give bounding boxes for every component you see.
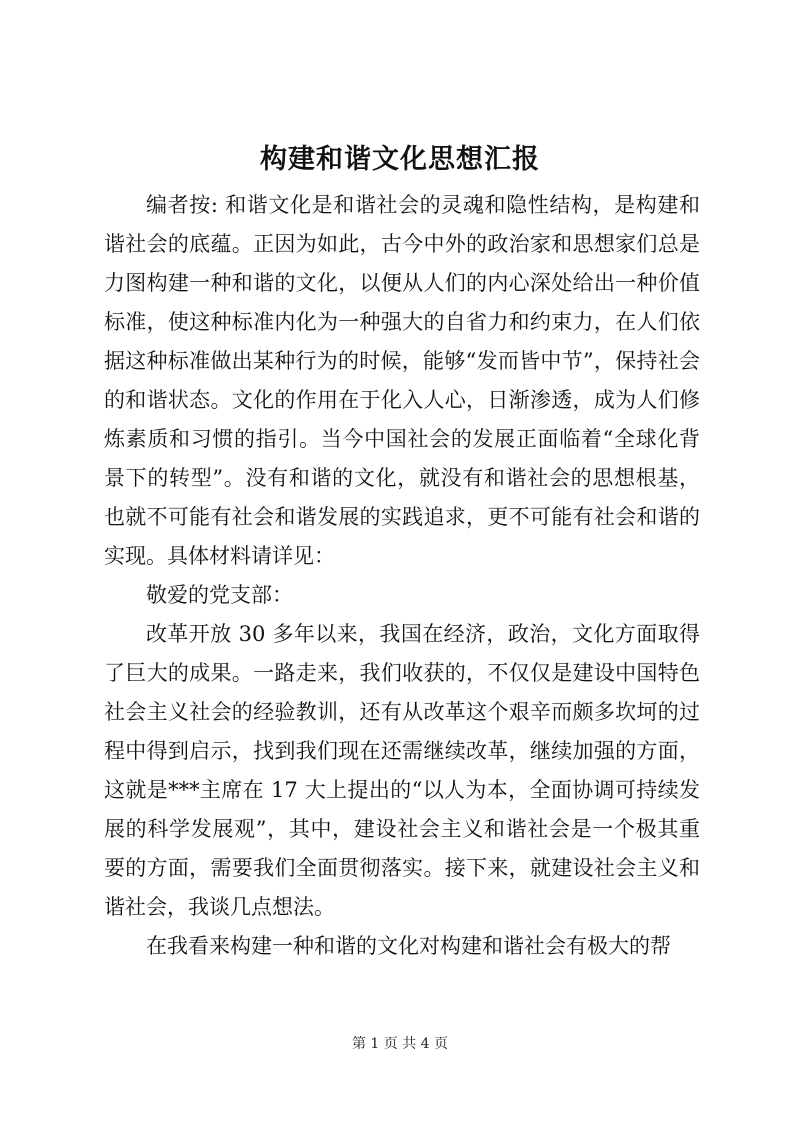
page-footer: 第 1 页 共 4 页: [351, 1036, 449, 1052]
paragraph-reform: 改革开放 30 多年以来，我国在经济，政治，文化方面取得了巨大的成果。一路走来，我们收获的，不仅仅是建设中国特色社会主义社会的经验教训，还有从改革这个艰辛而颇多坎坷的过程中得到启示，找到我们现在还需继续改革，继续加强的方面，这就是***主席在 17 大上提出的“以人为本，全面协调可持续发展的科学发展观”，其中，建设社会主义和谐社会是一个极其重要的方面，需要我们全面贯彻落实。接下来，就建设社会主义和谐社会，我谈几点想法。: [104, 622, 700, 919]
paragraph-harmonious-culture: 在我看来构建一种和谐的文化对构建和谐社会有极大的帮: [146, 934, 671, 958]
paragraph-editor-note: 编者按: 和谐文化是和谐社会的灵魂和隐性结构，是构建和谐社会的底蕴。正因为如此，古今中外的政治家和思想家们总是力图构建一种和谐的文化，以便从人们的内心深处给出一种价值标准，使这种标准内化为一种强大的自省力和约束力，在人们依据这种标准做出某种行为的时候，能够“发而皆中节”，保持社会的和谐状态。文化的作用在于化入人心，日渐渗透，成为人们修炼素质和习惯的指引。当今中国社会的发展正面临着“全球化背景下的转型”。没有和谐的文化，就没有和谐社会的思想根基，也就不可能有社会和谐发展的实践追求，更不可能有社会和谐的实现。具体材料请详见：: [104, 193, 700, 568]
document-title: 构建和谐文化思想汇报: [260, 144, 540, 175]
document-body: [104, 186, 700, 966]
paragraph-salutation: 敬爱的党支部：: [146, 583, 293, 607]
